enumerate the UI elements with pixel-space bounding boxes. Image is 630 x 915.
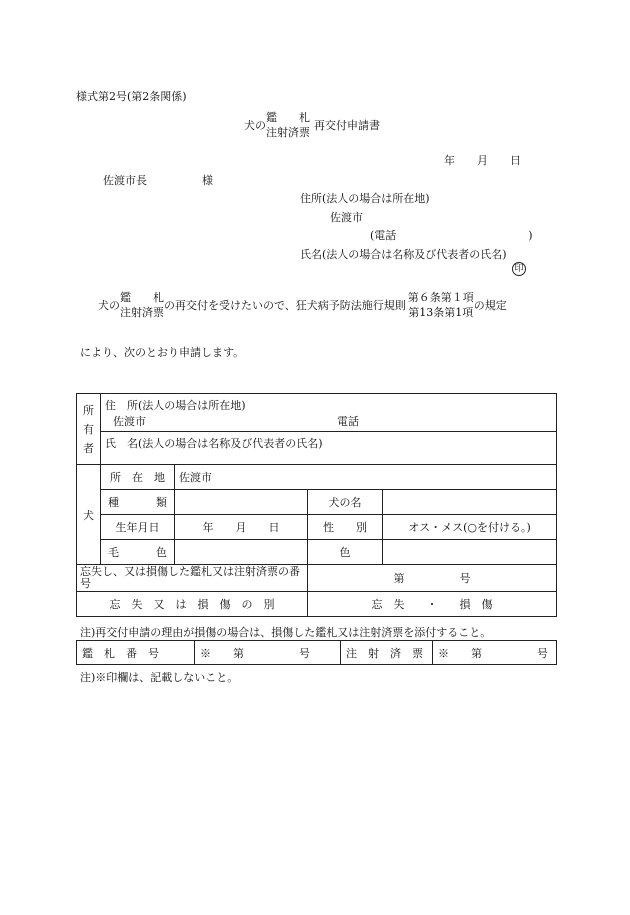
applicant-address-label: 住所(法人の場合は所在地) xyxy=(300,192,430,205)
body-prefix: 犬の xyxy=(98,299,120,312)
color-label: 色 xyxy=(308,540,383,565)
applicant-name-label: 氏名(法人の場合は名称及び代表者の氏名) xyxy=(300,248,507,261)
body-text xyxy=(98,290,507,320)
body-continuation: により、次のとおり申請します。 xyxy=(80,346,245,359)
lost-type-value[interactable]: 忘 失 ・ 損 傷 xyxy=(308,592,557,617)
birth-value[interactable]: 年 月 日 xyxy=(175,515,308,540)
body-clauses xyxy=(408,290,474,320)
title-suffix: 再交付申請書 xyxy=(314,119,380,132)
coat-value[interactable] xyxy=(175,540,308,565)
body-option-license: 鑑 札 xyxy=(120,291,164,304)
title-options xyxy=(266,110,310,140)
body-clause-6: 第６条第１項 xyxy=(407,291,474,304)
form-number: 様式第2号(第2条関係) xyxy=(76,90,187,103)
title-prefix: 犬の xyxy=(244,119,266,132)
breed-label: 種 類 xyxy=(101,490,175,515)
applicant-city: 佐渡市 xyxy=(330,211,363,224)
birth-label: 生年月日 xyxy=(101,515,175,540)
title-option-vaccine: 注射済票 xyxy=(266,126,310,139)
owner-name-cell[interactable] xyxy=(101,432,557,465)
dog-name-label: 犬の名 xyxy=(308,490,383,515)
breed-value[interactable] xyxy=(175,490,308,515)
sex-value[interactable]: オス・メス(○を付ける。) xyxy=(383,515,557,540)
application-table xyxy=(76,393,557,617)
office-use-table xyxy=(76,640,557,665)
applicant-phone[interactable]: (電話 ) xyxy=(370,229,533,242)
owner-address-label: 住 所(法人の場合は所在地) xyxy=(105,398,246,412)
owner-name-label: 氏 名(法人の場合は名称及び代表者の氏名) xyxy=(105,437,323,450)
coat-label: 毛 色 xyxy=(101,540,175,565)
addressee: 佐渡市長 様 xyxy=(103,174,213,187)
vaccine-tag-value: ※ 第 号 xyxy=(433,641,557,665)
body-middle: の再交付を受けたいので、狂犬病予防法施行規則 xyxy=(164,299,406,312)
location-label: 所 在 地 xyxy=(101,465,175,490)
location-value[interactable]: 佐渡市 xyxy=(175,465,557,490)
body-suffix: の規定 xyxy=(473,299,507,312)
note-office-use: 注)※印欄は、記載しないこと。 xyxy=(80,671,239,684)
lost-type-label: 忘 失 又 は 損 傷 の 別 xyxy=(77,592,308,617)
license-number-value: ※ 第 号 xyxy=(195,641,341,665)
owner-address-cell[interactable] xyxy=(101,394,557,432)
seal-icon: 印 xyxy=(512,262,526,276)
title-option-license: 鑑 札 xyxy=(266,111,310,124)
note-damage: 注)再交付申請の理由が損傷の場合は、損傷した鑑札又は注射済票を添付すること。 xyxy=(80,626,492,639)
body-options xyxy=(120,290,164,320)
date-line[interactable]: 年 月 日 xyxy=(444,154,521,167)
owner-city: 佐渡市 xyxy=(113,414,146,428)
dog-name-value[interactable] xyxy=(383,490,557,515)
owner-phone-label: 電話 xyxy=(337,414,359,428)
body-clause-13: 第13条第1項 xyxy=(408,306,474,319)
form-title xyxy=(244,110,380,140)
lost-number-value[interactable]: 第 号 xyxy=(308,565,557,592)
body-option-vaccine: 注射済票 xyxy=(120,306,164,319)
vaccine-tag-label: 注 射 済 票 xyxy=(341,641,433,665)
color-value[interactable] xyxy=(383,540,557,565)
lost-number-label: 忘失し、又は損傷した鑑札又は注射済票の番号 xyxy=(77,565,308,592)
sex-label: 性 別 xyxy=(308,515,383,540)
dog-header: 犬 xyxy=(77,465,101,565)
license-number-label: 鑑 札 番 号 xyxy=(77,641,195,665)
owner-header: 所 有 者 xyxy=(77,394,101,465)
